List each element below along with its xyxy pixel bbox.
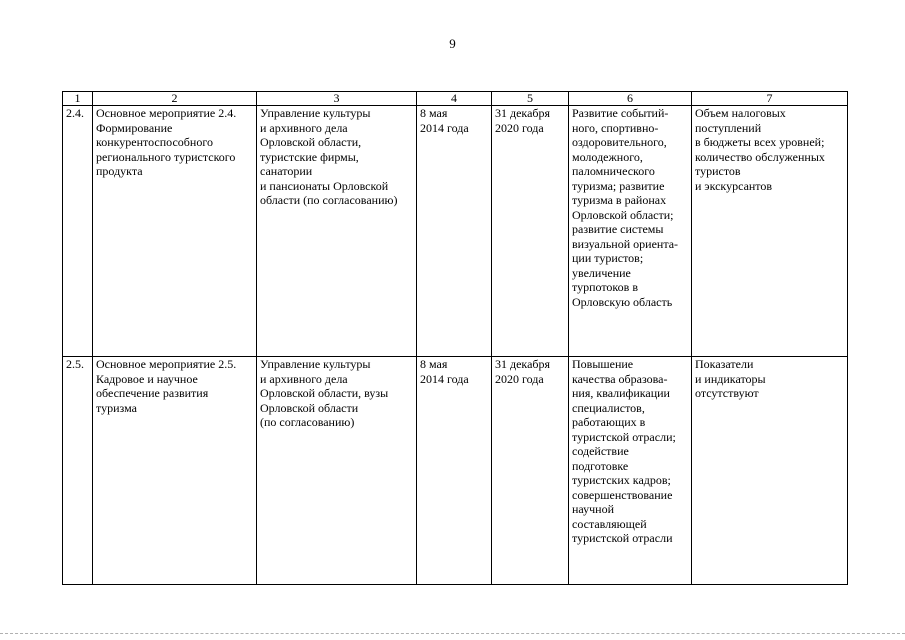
row-number-cell: 2.4. bbox=[63, 106, 93, 357]
scan-bottom-edge bbox=[0, 633, 905, 634]
header-cell-5: 5 bbox=[492, 92, 569, 106]
header-cell-3: 3 bbox=[257, 92, 417, 106]
end-date-cell: 31 декабря 2020 года bbox=[492, 106, 569, 357]
table-header bbox=[63, 92, 848, 106]
event-name-cell: Основное мероприятие 2.4. Формирование конкурентоспособного регионального туристского продукта bbox=[93, 106, 257, 357]
expected-result-cell: Повышение качества образова- ния, квалификации специалистов, работающих в туристской отрасли; содействие подготовке туристских кадров; совершенствование научной составляющей туристской отрасли bbox=[569, 357, 692, 585]
header-cell-2: 2 bbox=[93, 92, 257, 106]
expected-result-cell: Развитие событий- ного, спортивно- оздоровительного, молодежного, паломнического туризма; развитие туризма в районах Орловской области; развитие системы визуальной ориента- ции туристов; увеличение турпотоков в Орловскую область bbox=[569, 106, 692, 357]
executor-cell: Управление культуры и архивного дела Орловской области, вузы Орловской области (по согласованию) bbox=[257, 357, 417, 585]
program-measures-table bbox=[62, 91, 848, 585]
executor-cell: Управление культуры и архивного дела Орловской области, туристские фирмы, санатории и пансионаты Орловской области (по согласованию) bbox=[257, 106, 417, 357]
header-cell-4: 4 bbox=[417, 92, 492, 106]
table-row bbox=[63, 106, 848, 357]
table-row bbox=[63, 357, 848, 585]
header-cell-6: 6 bbox=[569, 92, 692, 106]
end-date-cell: 31 декабря 2020 года bbox=[492, 357, 569, 585]
indicators-cell: Показатели и индикаторы отсутствуют bbox=[692, 357, 848, 585]
header-cell-1: 1 bbox=[63, 92, 93, 106]
header-row bbox=[63, 92, 848, 106]
row-number-cell: 2.5. bbox=[63, 357, 93, 585]
page-number: 9 bbox=[449, 36, 456, 51]
start-date-cell: 8 мая 2014 года bbox=[417, 106, 492, 357]
event-name-cell: Основное мероприятие 2.5. Кадровое и научное обеспечение развития туризма bbox=[93, 357, 257, 585]
header-cell-7: 7 bbox=[692, 92, 848, 106]
indicators-cell: Объем налоговых поступлений в бюджеты всех уровней; количество обслуженных туристов и экскурсантов bbox=[692, 106, 848, 357]
start-date-cell: 8 мая 2014 года bbox=[417, 357, 492, 585]
